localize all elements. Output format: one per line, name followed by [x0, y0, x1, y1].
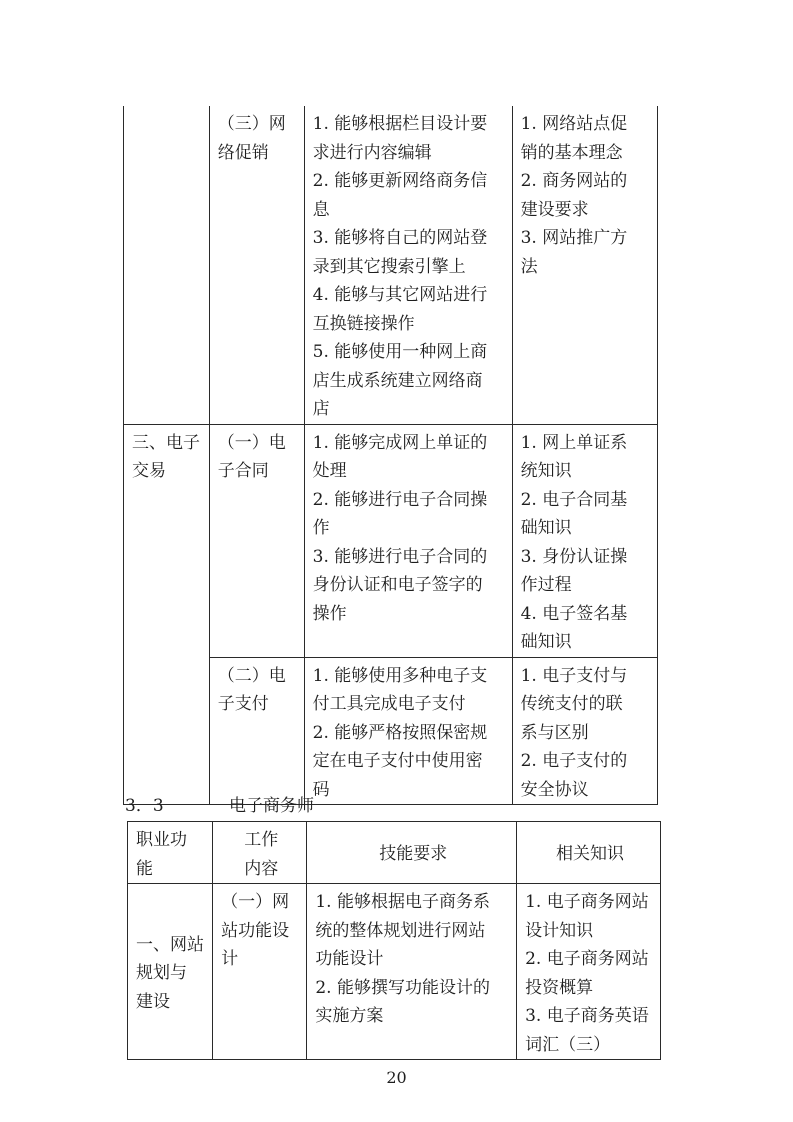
- cell-line: 统知识: [520, 461, 572, 481]
- cell-line: 2. 能够进行电子合同操: [312, 489, 488, 510]
- cell-line: 系与区别: [520, 722, 589, 743]
- section-number: 3．3: [125, 796, 164, 816]
- cell-line: 投资概算: [525, 977, 594, 998]
- function-cell: [124, 106, 210, 424]
- cell-line: 础知识: [520, 518, 572, 538]
- page-number: 20: [386, 1068, 407, 1087]
- cell-line: 能: [136, 858, 153, 879]
- cell-line: 码: [312, 779, 330, 800]
- cell-line: 求进行内容编辑: [312, 142, 432, 163]
- cell-line: 络促销: [217, 142, 269, 163]
- cell-line: 三、电子: [132, 432, 200, 453]
- cell-line: 2. 能够撰写功能设计的: [315, 977, 490, 998]
- cell-line: 定在电子支付中使用密: [312, 751, 483, 771]
- cell-line: 统的整体规划进行网站: [315, 920, 486, 941]
- function-cell: [124, 424, 210, 805]
- skills-table-continued: [123, 106, 658, 805]
- knowledge-cell: [512, 657, 657, 805]
- cell-line: 3. 身份认证操: [520, 546, 628, 567]
- cell-line: 1. 网络站点促: [520, 114, 628, 134]
- cell-line: 设计知识: [525, 920, 594, 941]
- cell-line: （二）电: [217, 665, 286, 686]
- cell-line: 互换链接操作: [312, 313, 415, 334]
- cell-line: 作: [312, 518, 330, 538]
- cell-line: （一）网: [221, 892, 290, 912]
- cell-line: 站功能设: [221, 920, 290, 941]
- cell-line: 子合同: [217, 461, 269, 481]
- cell-line: 1. 网上单证系: [520, 432, 628, 453]
- cell-line: 功能设计: [315, 949, 384, 969]
- cell-line: 处理: [312, 461, 347, 481]
- cell-line: 店: [312, 399, 330, 419]
- cell-line: 子支付: [217, 694, 269, 714]
- cell-line: 1. 电子商务网站: [525, 892, 649, 912]
- cell-line: 5. 能够使用一种网上商: [312, 342, 488, 362]
- cell-line: 操作: [312, 603, 347, 624]
- section-title: 电子商务师: [229, 796, 314, 816]
- header-function: [128, 822, 213, 884]
- cell-line: 建设: [136, 991, 170, 1012]
- skills-cell: [307, 884, 517, 1060]
- cell-line: 息: [312, 199, 330, 220]
- content-cell: [209, 106, 304, 424]
- cell-line: 2. 电子商务网站: [525, 949, 649, 969]
- cell-line: 内容: [244, 858, 279, 879]
- content-cell: [213, 884, 307, 1060]
- cell-line: 2. 电子支付的: [520, 751, 628, 771]
- header-content: [213, 822, 307, 884]
- skills-cell: [304, 106, 512, 424]
- cell-line: 1. 能够使用多种电子支: [312, 665, 488, 686]
- cell-line: 2. 能够严格按照保密规: [312, 722, 488, 743]
- cell-line: 相关知识: [556, 844, 625, 865]
- cell-line: 技能要求: [379, 844, 448, 865]
- cell-line: 工作: [244, 830, 279, 850]
- cell-line: 1. 能够完成网上单证的: [312, 432, 488, 453]
- cell-line: 身份认证和电子签字的: [312, 575, 483, 595]
- knowledge-cell: [512, 424, 657, 657]
- cell-line: 础知识: [520, 632, 572, 652]
- cell-line: 2. 商务网站的: [520, 171, 628, 191]
- cell-line: 4. 电子签名基: [520, 603, 628, 624]
- content-cell: [209, 657, 304, 805]
- cell-line: 传统支付的联: [520, 694, 623, 714]
- cell-line: 付工具完成电子支付: [312, 694, 466, 714]
- cell-line: 3. 能够进行电子合同的: [312, 546, 488, 567]
- skills-table: [127, 821, 661, 1060]
- cell-line: （三）网: [217, 114, 286, 134]
- cell-line: 1. 能够根据栏目设计要: [312, 114, 488, 134]
- cell-line: 店生成系统建立网络商: [312, 370, 483, 391]
- cell-line: 计: [221, 949, 239, 969]
- cell-line: 法: [520, 256, 538, 277]
- cell-line: 规划与: [136, 963, 187, 984]
- knowledge-cell: [517, 884, 661, 1060]
- skills-cell: [304, 657, 512, 805]
- function-cell: [128, 884, 213, 1060]
- skills-cell: [304, 424, 512, 657]
- header-knowledge: [517, 822, 661, 884]
- cell-line: 2. 电子合同基: [520, 489, 628, 510]
- cell-line: 3. 电子商务英语: [525, 1006, 649, 1026]
- cell-line: 建设要求: [520, 199, 589, 220]
- cell-line: 安全协议: [520, 779, 589, 800]
- cell-line: 作过程: [520, 575, 572, 595]
- cell-line: 销的基本理念: [520, 142, 623, 163]
- cell-line: 3. 能够将自己的网站登: [312, 228, 488, 248]
- cell-line: 2. 能够更新网络商务信: [312, 171, 488, 191]
- cell-line: 录到其它搜索引擎上: [312, 256, 466, 277]
- cell-line: 职业功: [136, 830, 187, 850]
- cell-line: 实施方案: [315, 1006, 384, 1026]
- cell-line: 交易: [132, 461, 166, 481]
- content-cell: [209, 424, 304, 657]
- cell-line: （一）电: [217, 432, 286, 453]
- cell-line: 3. 网站推广方: [520, 228, 628, 248]
- header-skills: [307, 822, 517, 884]
- cell-line: 一、网站: [136, 934, 204, 955]
- knowledge-cell: [512, 106, 657, 424]
- cell-line: 1. 电子支付与: [520, 665, 628, 686]
- section-heading: [125, 793, 314, 819]
- cell-line: 词汇（三）: [525, 1034, 611, 1055]
- cell-line: 1. 能够根据电子商务系: [315, 892, 490, 912]
- cell-line: 4. 能够与其它网站进行: [312, 285, 488, 305]
